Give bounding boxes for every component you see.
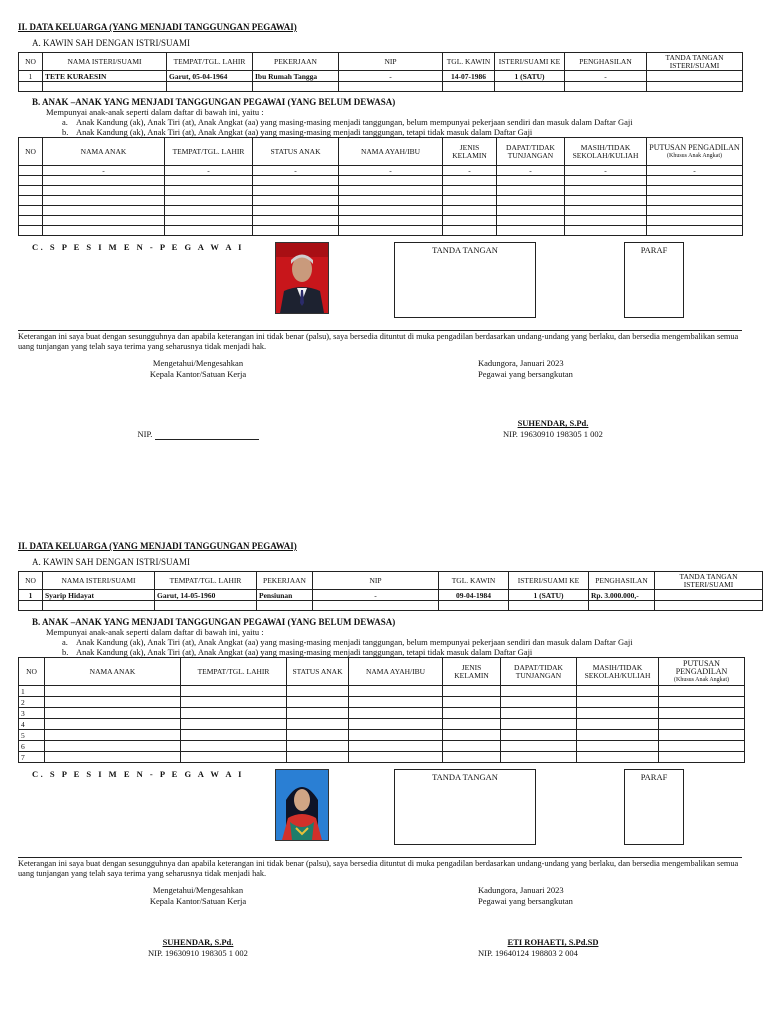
- header-spouse-name: NAMA ISTERI/SUAMI: [43, 53, 167, 71]
- list-item: b. Anak Kandung (ak), Anak Tiri (at), Anak Angkat (aa) yang masing-masing menjadi tanggungan, tetapi tidak masuk dalam Daftar Gaji: [62, 127, 533, 137]
- table-row: [19, 590, 763, 601]
- cell: TETE KURAESIN: [43, 71, 167, 82]
- paraf-box: [624, 769, 684, 845]
- header-child-name: NAMA ANAK: [45, 658, 181, 686]
- header-allowance: DAPAT/TIDAK TUNJANGAN: [497, 138, 565, 166]
- table-row: 3: [19, 708, 745, 719]
- table-row: - - - - - - - -: [19, 166, 743, 176]
- header-income: PENGHASILAN: [589, 572, 655, 590]
- header-spouse-order: ISTERI/SUAMI KE: [509, 572, 589, 590]
- cell: Ibu Rumah Tangga: [253, 71, 339, 82]
- header-no: NO: [19, 572, 43, 590]
- children-intro: Mempunyai anak-anak seperti dalam daftar di bawah ini, yaitu :: [46, 107, 264, 117]
- table-row: 5: [19, 730, 745, 741]
- table-row: 6: [19, 741, 745, 752]
- cell: -: [565, 71, 647, 82]
- header-spouse-name: NAMA ISTERI/SUAMI: [43, 572, 155, 590]
- header-child-status: STATUS ANAK: [253, 138, 339, 166]
- table-row: 1: [19, 686, 745, 697]
- header-marriage-date: TGL. KAWIN: [439, 572, 509, 590]
- specimen-label: C. S P E S I M E N - P E G A W A I: [32, 769, 244, 779]
- cell: -: [339, 71, 443, 82]
- family-data-form-1: [18, 22, 742, 464]
- cell: Syarip Hidayat: [43, 590, 155, 601]
- table-row: [19, 176, 743, 186]
- table-row: [19, 216, 743, 226]
- header-signature: TANDA TANGAN ISTERI/SUAMI: [647, 53, 743, 71]
- employee-nip: NIP. 19640124 198803 2 004: [478, 948, 578, 958]
- paraf-label: PARAF: [640, 245, 668, 255]
- approver-block: Mengetahui/Mengesahkan Kepala Kantor/Satuan Kerja NIP.: [108, 358, 288, 440]
- statement-text: Keterangan ini saya buat dengan sesungguhnya dan apabila keterangan ini tidak benar (palsu), saya bersedia dituntut di muka pengadilan berdasarkan undang-undang yang berlaku, dan bersedia mengembalikan semua uang tunjangan yang telah saya terima yang seharusnya tidak menjadi hak.: [18, 332, 739, 351]
- cell: [655, 590, 763, 601]
- signature-box: [394, 242, 536, 318]
- signature-area: [18, 352, 742, 464]
- header-schooling: MASIH/TIDAK SEKOLAH/KULIAH: [565, 138, 647, 166]
- header-nip: NIP: [339, 53, 443, 71]
- divider: [18, 330, 742, 331]
- header-birth: TEMPAT/TGL. LAHIR: [181, 658, 287, 686]
- signature-label: TANDA TANGAN: [432, 245, 498, 255]
- cell: Rp. 3.000.000,-: [589, 590, 655, 601]
- specimen-label: C. S P E S I M E N - P E G A W A I: [32, 242, 244, 252]
- table-row: [19, 71, 743, 82]
- employee-nip: NIP. 19630910 198305 1 002: [503, 429, 603, 439]
- header-marriage-date: TGL. KAWIN: [443, 53, 495, 71]
- divider: [18, 857, 742, 858]
- spouse-table: [18, 571, 763, 611]
- cell: 14-07-1986: [443, 71, 495, 82]
- cell: 1: [19, 71, 43, 82]
- header-no: NO: [19, 53, 43, 71]
- header-nip: NIP: [313, 572, 439, 590]
- table-row: 7: [19, 752, 745, 763]
- spouse-heading: A. KAWIN SAH DENGAN ISTRI/SUAMI: [32, 38, 191, 48]
- table-row: [19, 82, 743, 92]
- header-occupation: PEKERJAAN: [253, 53, 339, 71]
- cell: 1: [19, 590, 43, 601]
- header-gender: JENIS KELAMIN: [443, 138, 497, 166]
- cell: -: [313, 590, 439, 601]
- cell: Pensiunan: [257, 590, 313, 601]
- list-item: b. Anak Kandung (ak), Anak Tiri (at), Anak Angkat (aa) yang masing-masing menjadi tanggungan, tetapi tidak masuk dalam Daftar Gaji: [62, 647, 533, 657]
- header-no: NO: [19, 138, 43, 166]
- list-item: a. Anak Kandung (ak), Anak Tiri (at), Anak Angkat (aa) yang masing-masing menjadi tanggungan, belum mempunyai pekerjaan sendiri dan masuk dalam Daftar Gaji: [62, 637, 633, 647]
- header-parent-name: NAMA AYAH/IBU: [349, 658, 443, 686]
- employee-name: SUHENDAR, S.Pd.: [517, 418, 589, 428]
- cell: 1 (SATU): [495, 71, 565, 82]
- header-birth: TEMPAT/TGL. LAHIR: [165, 138, 253, 166]
- approver-nip: NIP. 19630910 198305 1 002: [148, 948, 248, 958]
- employee-name: ETI ROHAETI, S.Pd.SD: [507, 937, 599, 947]
- header-birth: TEMPAT/TGL. LAHIR: [155, 572, 257, 590]
- cell: Garut, 14-05-1960: [155, 590, 257, 601]
- cell: [647, 71, 743, 82]
- table-row: [19, 186, 743, 196]
- signature-label: TANDA TANGAN: [432, 772, 498, 782]
- employee-photo: [275, 242, 329, 314]
- header-no: NO: [19, 658, 45, 686]
- children-table: [18, 657, 745, 763]
- header-occupation: PEKERJAAN: [257, 572, 313, 590]
- table-row: 2: [19, 697, 745, 708]
- table-row: [19, 226, 743, 236]
- children-heading: B. ANAK –ANAK YANG MENJADI TANGGUNGAN PEGAWAI (YANG BELUM DEWASA): [32, 97, 396, 107]
- header-parent-name: NAMA AYAH/IBU: [339, 138, 443, 166]
- table-row: 4: [19, 719, 745, 730]
- approver-nip: NIP.: [108, 429, 288, 440]
- header-signature: TANDA TANGAN ISTERI/SUAMI: [655, 572, 763, 590]
- header-court-decision: PUTUSAN PENGADILAN (Khusus Anak Angkat): [647, 138, 743, 166]
- header-income: PENGHASILAN: [565, 53, 647, 71]
- paraf-label: PARAF: [640, 772, 668, 782]
- header-court-decision: PUTUSAN PENGADILAN (Khusus Anak Angkat): [659, 658, 745, 686]
- table-row: [19, 601, 763, 611]
- specimen-section: [18, 242, 742, 328]
- employee-photo: [275, 769, 329, 841]
- employee-block: Kadungora, Januari 2023 Pegawai yang bersangkutan ETI ROHAETI, S.Pd.SD NIP. 19640124 198803 2 004: [478, 885, 658, 959]
- children-table: [18, 137, 743, 236]
- approver-block: Mengetahui/Mengesahkan Kepala Kantor/Satuan Kerja SUHENDAR, S.Pd. NIP. 19630910 198305 1 002: [108, 885, 288, 959]
- family-data-form-2: [18, 541, 742, 991]
- table-row: [19, 206, 743, 216]
- cell: Garut, 05-04-1964: [167, 71, 253, 82]
- header-allowance: DAPAT/TIDAK TUNJANGAN: [501, 658, 577, 686]
- list-item: a. Anak Kandung (ak), Anak Tiri (at), Anak Angkat (aa) yang masing-masing menjadi tanggungan, belum mempunyai pekerjaan sendiri dan masuk dalam Daftar Gaji: [62, 117, 633, 127]
- employee-block: Kadungora, Januari 2023 Pegawai yang bersangkutan SUHENDAR, S.Pd. NIP. 19630910 198305 1 002: [478, 358, 658, 440]
- table-row: [19, 196, 743, 206]
- header-schooling: MASIH/TIDAK SEKOLAH/KULIAH: [577, 658, 659, 686]
- spouse-table: [18, 52, 743, 92]
- paraf-box: [624, 242, 684, 318]
- spouse-heading: A. KAWIN SAH DENGAN ISTRI/SUAMI: [32, 557, 191, 567]
- section-title: II. DATA KELUARGA (YANG MENJADI TANGGUNGAN PEGAWAI): [18, 22, 297, 32]
- header-spouse-order: ISTERI/SUAMI KE: [495, 53, 565, 71]
- approver-name: SUHENDAR, S.Pd.: [162, 937, 234, 947]
- cell: 09-04-1984: [439, 590, 509, 601]
- children-intro: Mempunyai anak-anak seperti dalam daftar di bawah ini, yaitu :: [46, 627, 264, 637]
- header-child-name: NAMA ANAK: [43, 138, 165, 166]
- header-birth: TEMPAT/TGL. LAHIR: [167, 53, 253, 71]
- signature-box: [394, 769, 536, 845]
- children-heading: B. ANAK –ANAK YANG MENJADI TANGGUNGAN PEGAWAI (YANG BELUM DEWASA): [32, 617, 396, 627]
- signature-area: [18, 879, 742, 991]
- section-title: II. DATA KELUARGA (YANG MENJADI TANGGUNGAN PEGAWAI): [18, 541, 297, 551]
- specimen-section: [18, 769, 742, 855]
- header-gender: JENIS KELAMIN: [443, 658, 501, 686]
- header-child-status: STATUS ANAK: [287, 658, 349, 686]
- statement-text: Keterangan ini saya buat dengan sesungguhnya dan apabila keterangan ini tidak benar (palsu), saya bersedia dituntut di muka pengadilan berdasarkan undang-undang yang berlaku, dan bersedia mengembalikan semua uang tunjangan yang telah saya terima yang seharusnya tidak menjadi hak.: [18, 859, 739, 878]
- cell: 1 (SATU): [509, 590, 589, 601]
